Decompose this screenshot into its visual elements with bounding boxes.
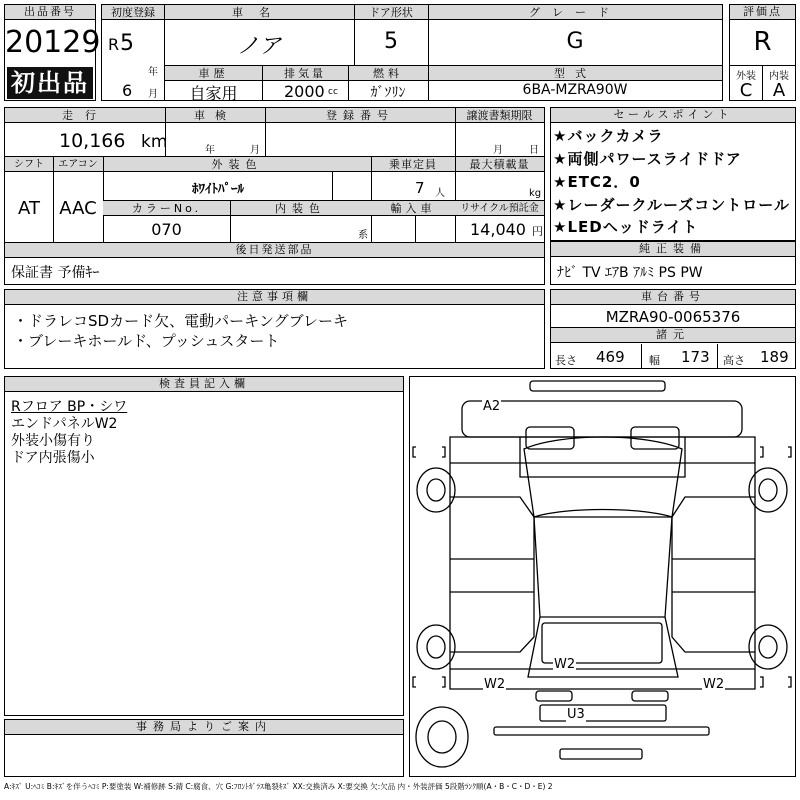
inspector-line-2: エンドパネルW2 bbox=[11, 416, 118, 432]
damage-mark-rear-center: W2 bbox=[554, 657, 576, 672]
import-label: 輸入車 bbox=[390, 202, 436, 215]
sales-point-1: ★バックカメラ bbox=[553, 127, 664, 145]
later-parts-label: 後日発送部品 bbox=[5, 243, 544, 258]
seats-label: 乗車定員 bbox=[389, 158, 437, 171]
ac-label: エアコン bbox=[58, 159, 98, 170]
inspection-label: 車検 bbox=[194, 109, 236, 122]
notes-label: 注意事項欄 bbox=[5, 290, 544, 305]
model: 6BA-MZRA90W bbox=[522, 82, 628, 98]
month-unit: 月 bbox=[148, 89, 158, 100]
color-label: 外装色 bbox=[211, 158, 263, 171]
color-no-label: カラーNo. bbox=[131, 202, 202, 215]
length-label: 長さ bbox=[555, 354, 577, 367]
era: R bbox=[108, 35, 120, 54]
door-label: ドア形状 bbox=[369, 6, 413, 19]
recycle-label: リサイクル預託金 bbox=[460, 203, 539, 214]
legend: A:ｷｽﾞ U:ﾍｺﾐ B:ｷｽﾞを伴うﾍｺﾐ P:要塗装 W:補修跡 S:錆 C:腐食、穴 G:ﾌﾛﾝﾄｶﾞﾗｽ亀裂ｷｽﾞ XX:交換済み X:要交換 欠:欠品 内・外装評価 5段階ﾗﾝｸ順(A・B・C・D・E) 2 bbox=[4, 782, 553, 791]
car-outline bbox=[410, 377, 795, 776]
recycle-unit: 円 bbox=[532, 225, 543, 238]
vehicle-header-table bbox=[101, 4, 723, 101]
damage-mark-rear-right: W2 bbox=[703, 677, 725, 692]
model-label: 型式 bbox=[554, 67, 596, 80]
car-name-label: 車名 bbox=[232, 6, 286, 19]
specs-table bbox=[4, 107, 545, 285]
overall-score: R bbox=[753, 27, 772, 57]
notes-box bbox=[4, 289, 545, 369]
note-line-1: ・ドラレコSDカード欠、電動パーキングブレーキ bbox=[13, 312, 349, 330]
first-reg-month: 6 bbox=[122, 81, 133, 100]
note-line-2: ・ブレーキホールド、プッシュスタート bbox=[13, 332, 280, 350]
history: 自家用 bbox=[189, 84, 238, 103]
sales-point-3: ★ETC2．0 bbox=[553, 173, 641, 191]
inspector-line-1: Rフロア BP・シワ bbox=[11, 399, 128, 415]
mileage-unit: km bbox=[141, 132, 168, 152]
lot-number-label: 出品番号 bbox=[5, 5, 95, 20]
inspector-line-4: ドア内張傷小 bbox=[11, 450, 95, 466]
chassis-label: 車台番号 bbox=[551, 290, 795, 305]
exterior-score: C bbox=[739, 80, 753, 101]
displacement: 2000 bbox=[284, 82, 325, 101]
grade: G bbox=[566, 29, 584, 54]
chassis-box bbox=[550, 289, 796, 369]
shift-label: シフト bbox=[14, 159, 44, 170]
lot-number: 20129 bbox=[5, 25, 101, 60]
inspector-line-3: 外装小傷有り bbox=[11, 433, 95, 449]
inspection-month-unit: 月 bbox=[250, 145, 260, 156]
grade-label: グレード bbox=[529, 6, 621, 19]
inspection-year-unit: 年 bbox=[205, 145, 215, 156]
car-diagram bbox=[409, 376, 796, 777]
later-parts: 保証書 予備ｷｰ bbox=[11, 265, 100, 281]
inspector-box bbox=[4, 376, 404, 716]
exterior-color: ﾎﾜｲﾄﾊﾟｰﾙ bbox=[192, 182, 244, 197]
first-listing-badge: 初出品 bbox=[7, 67, 93, 99]
interior-score: A bbox=[772, 80, 786, 101]
load-unit: kg bbox=[529, 188, 542, 199]
office-label: 事務局よりご案内 bbox=[5, 720, 403, 735]
sales-point-5: ★LEDヘッドライト bbox=[553, 218, 699, 236]
int-color-unit: 系 bbox=[358, 230, 368, 241]
damage-mark-hood: A2 bbox=[483, 399, 501, 414]
inspector-label: 検査員記入欄 bbox=[5, 377, 403, 392]
door-count: 5 bbox=[384, 29, 398, 54]
reg-no-label: 登録番号 bbox=[326, 109, 394, 122]
mileage-label: 走行 bbox=[62, 109, 108, 122]
dimensions-label: 諸元 bbox=[551, 328, 795, 343]
sales-points-box bbox=[550, 107, 796, 241]
seats-unit: 人 bbox=[435, 188, 445, 199]
sales-points-label: セールスポイント bbox=[551, 108, 795, 123]
fuel: ｶﾞｿﾘﾝ bbox=[370, 85, 406, 101]
transfer-label: 譲渡書類期限 bbox=[466, 109, 533, 122]
sales-point-2: ★両側パワースライドドア bbox=[553, 150, 742, 168]
seats: 7 bbox=[415, 179, 425, 197]
height: 189 bbox=[760, 348, 789, 366]
width-label: 幅 bbox=[649, 354, 660, 367]
lot-number-box bbox=[4, 4, 101, 101]
score-box bbox=[729, 4, 796, 101]
history-label: 車歴 bbox=[198, 67, 229, 80]
year-unit: 年 bbox=[148, 67, 158, 78]
height-label: 高さ bbox=[723, 354, 745, 367]
displacement-label: 排気量 bbox=[284, 67, 326, 80]
int-color-label: 内装色 bbox=[275, 202, 326, 215]
score-label: 評価点 bbox=[730, 5, 795, 20]
width: 173 bbox=[681, 348, 710, 366]
car-name: ノア bbox=[236, 34, 281, 59]
sales-point-4: ★レーダークルーズコントロール bbox=[553, 196, 790, 214]
length: 469 bbox=[596, 348, 625, 366]
ext-label: 外装 bbox=[736, 71, 756, 82]
equipment-label: 純正装備 bbox=[551, 242, 795, 257]
fuel-label: 燃料 bbox=[373, 67, 403, 80]
load-label: 最大積載量 bbox=[469, 158, 530, 171]
mileage: 10,166 bbox=[59, 130, 126, 152]
int-label: 内装 bbox=[769, 71, 789, 82]
equipment-box bbox=[550, 241, 796, 285]
first-reg-year: 5 bbox=[120, 31, 134, 56]
recycle-fee: 14,040 bbox=[470, 220, 526, 239]
color-number: 070 bbox=[151, 220, 182, 239]
damage-mark-rear-left: W2 bbox=[484, 677, 506, 692]
office-box bbox=[4, 719, 404, 777]
damage-mark-rear-floor: U3 bbox=[567, 707, 585, 722]
equipment-list: ﾅﾋﾞ TV ｴｱB ｱﾙﾐ PS PW bbox=[557, 265, 703, 281]
air-conditioner: AAC bbox=[59, 198, 97, 219]
displacement-unit: cc bbox=[328, 87, 338, 97]
chassis-number: MZRA90-0065376 bbox=[605, 308, 741, 326]
transfer-day-unit: 日 bbox=[529, 145, 539, 156]
first-reg-label: 初度登録 bbox=[111, 6, 155, 19]
shift: AT bbox=[18, 198, 40, 219]
transfer-month-unit: 月 bbox=[493, 145, 503, 156]
